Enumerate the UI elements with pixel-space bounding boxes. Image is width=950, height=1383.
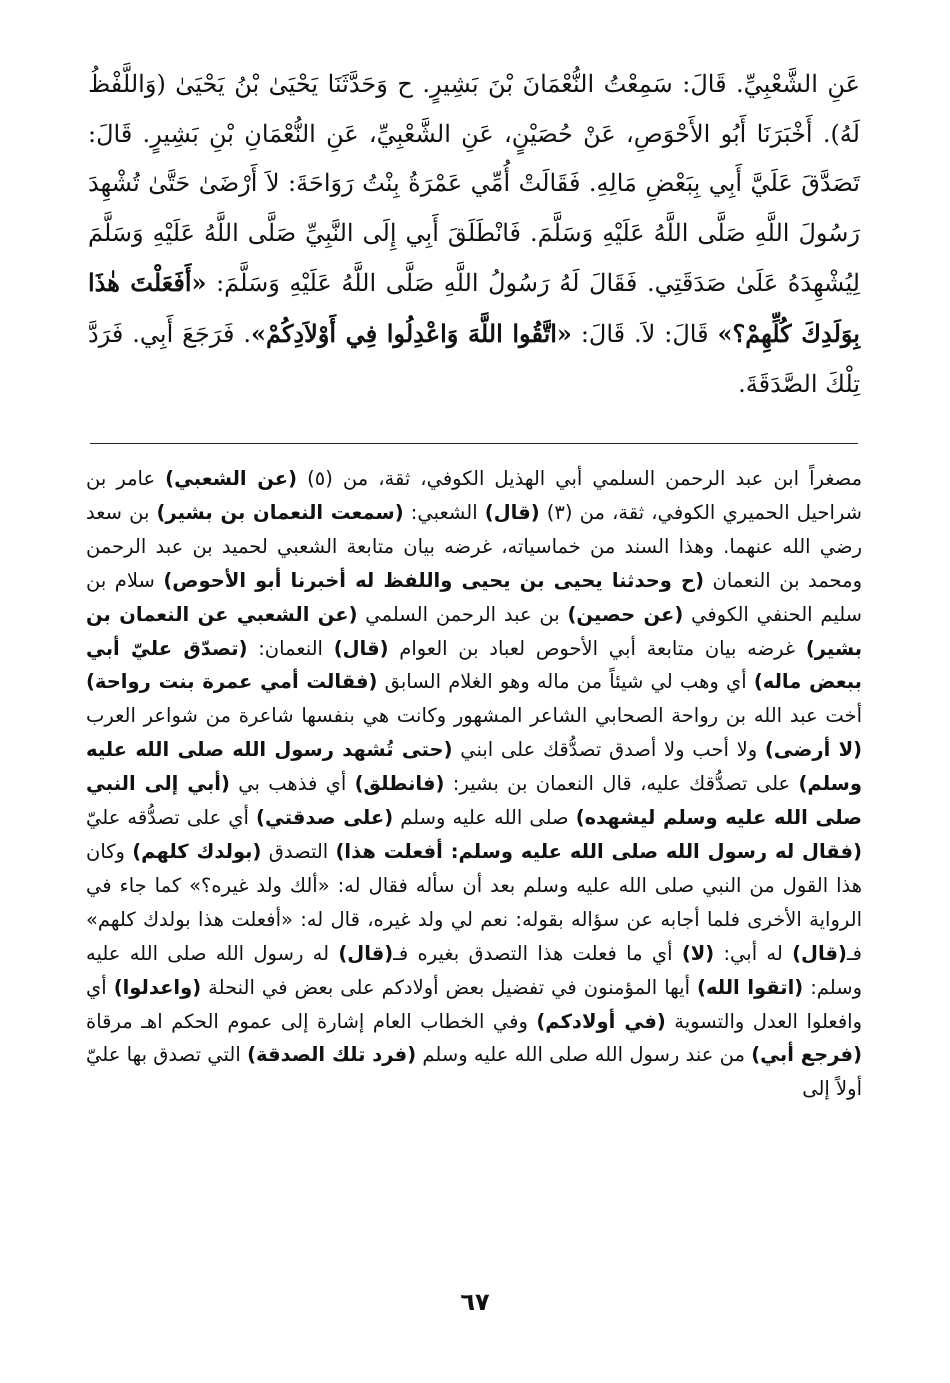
commentary-bold-quote: (فقالت أمي عمرة بنت رواحة): [86, 670, 378, 694]
commentary-text: بن عبد الرحمن السلمي: [357, 602, 568, 626]
commentary-text: غرضه بيان متابعة أبي الأحوص لعباد بن العوام: [388, 636, 806, 660]
commentary-text: التصدق: [261, 839, 336, 863]
commentary-bold-quote: (قال): [792, 941, 847, 965]
commentary-text: من عند رسول الله صلى الله عليه وسلم: [416, 1043, 752, 1067]
commentary-text: بن سعد رضي الله عنهما. وهذا السند من خماسياته، غرضه بيان متابعة الشعبي لحميد بن عبد الرحمن ومحمد بن النعمان: [86, 500, 862, 592]
commentary-text: أي فذهب بي: [229, 772, 355, 796]
commentary-text: صلى الله عليه وسلم: [393, 806, 576, 830]
commentary-bold-quote: (ح وحدثنا يحيى بن يحيى واللفظ له أخبرنا أبو الأحوص): [163, 568, 704, 592]
commentary-bold-quote: (قال): [333, 636, 389, 660]
commentary-text: وكان هذا القول من النبي صلى الله عليه وسلم بعد أن سأله فقال له: «ألك ولد غيره؟» كما جاء في الرواية الأخرى فلما أجابه عن سؤاله بقوله: نعم لي ولد غيره، قال له: «أفعلت هذا بولدك كلهم» فـ: [86, 839, 862, 965]
commentary-text: ولا أحب ولا أصدق تصدُّقك على ابني: [452, 738, 765, 762]
commentary-bold-quote: (قال): [484, 500, 540, 524]
commentary-text: عامر بن شراحيل الحميري الكوفي، ثقة، من (٣): [86, 467, 862, 524]
commentary-bold-quote: (فقال له رسول الله صلى الله عليه وسلم: أفعلت هذا): [335, 839, 862, 863]
commentary-text: وفي الخطاب العام إشارة إلى عموم الحكم اهـ مرقاة: [86, 1009, 537, 1033]
commentary-bold-quote: (واعدلوا): [113, 975, 202, 999]
commentary-bold-quote: (عن الشعبي عن النعمان بن بشير): [86, 602, 863, 660]
commentary-block: [86, 462, 862, 1106]
commentary-bold-quote: (قال): [338, 941, 394, 965]
commentary-bold-quote: (عن الشعبي): [165, 467, 298, 490]
commentary-bold-quote: (فانطلق): [354, 772, 445, 796]
commentary-bold-quote: (سمعت النعمان بن بشير): [156, 500, 404, 524]
commentary-text: أي ما فعلت هذا التصدق بغيره فـ: [393, 941, 682, 965]
commentary-text: له أبي:: [714, 941, 793, 965]
footnote-divider: [90, 443, 858, 444]
hadith-quote-question: «أَفَعَلْتَ هٰذَا بِوَلَدِكَ كُلِّهِمْ؟»: [88, 268, 860, 348]
page-number: ٦٧: [460, 1288, 490, 1316]
commentary-text: التي تصدق بها عليّ أولاً إلى: [86, 1043, 862, 1101]
commentary-text: الشعبي:: [403, 500, 485, 524]
commentary-bold-quote: (لا أرضى): [764, 738, 863, 762]
commentary-text: أي على تصدُّقه عليّ: [86, 806, 257, 830]
commentary-bold-quote: (حتى تُشهد رسول الله صلى الله عليه وسلم): [86, 738, 862, 796]
commentary-bold-quote: (في أولادكم): [536, 1009, 666, 1033]
commentary-text: النعمان:: [247, 636, 334, 660]
commentary-paragraph: [86, 462, 862, 1106]
hadith-text: [88, 60, 860, 409]
commentary-bold-quote: (على صدقتي): [256, 806, 394, 830]
commentary-text: مصغراً ابن عبد الرحمن السلمي أبي الهذيل الكوفي، ثقة، من (٥): [297, 467, 863, 490]
commentary-bold-quote: (أبي إلى النبي صلى الله عليه وسلم ليشهده): [86, 772, 862, 830]
commentary-bold-quote: (لا): [681, 941, 715, 965]
commentary-text: أخت عبد الله بن رواحة الصحابي الشاعر المشهور وكانت هي بنفسها شاعرة من شواعر العرب: [86, 704, 862, 728]
hadith-paragraph: [88, 60, 860, 409]
commentary-text: سلام بن سليم الحنفي الكوفي: [86, 568, 862, 626]
hadith-narration: عَنِ الشَّعْبِيِّ. قَالَ: سَمِعْتُ النُّعْمَانَ بْنَ بَشِيرٍ. ح وَحَدَّثَنَا يَحْيَىٰ بْنُ يَحْيَىٰ (وَاللَّفْظُ لَهُ). أَخْبَرَنَا أَبُو الأَحْوَصِ، عَنْ حُصَيْنٍ، عَنِ الشَّعْبِيِّ، عَنِ النُّعْمَانِ بْنِ بَشِيرٍ. قَالَ: تَصَدَّقَ عَلَيَّ أَبِي بِبَعْضِ مَالِهِ. فَقَالَتْ أُمِّي عَمْرَةُ بِنْتُ رَوَاحَةَ: لاَ أَرْضَىٰ حَتَّىٰ تُشْهِدَ رَسُولَ اللَّهِ صَلَّى اللَّهُ عَلَيْهِ وَسَلَّمَ. فَانْطَلَقَ أَبِي إِلَى النَّبِيِّ صَلَّى اللَّهُ عَلَيْهِ وَسَلَّمَ لِيُشْهِدَهُ عَلَىٰ صَدَقَتِي. فَقَالَ لَهُ رَسُولُ اللَّهِ صَلَّى اللَّهُ عَلَيْهِ وَسَلَّمَ:: [88, 70, 861, 298]
commentary-bold-quote: (فرجع أبي): [751, 1043, 862, 1067]
hadith-quote-command: «اتَّقُوا اللَّهَ وَاعْدِلُوا فِي أَوْلاَدِكُمْ»: [251, 318, 572, 348]
main-hadith-block: [88, 60, 860, 409]
commentary-bold-quote: (بولدك كلهم): [132, 839, 262, 863]
commentary-text: على تصدُّقك عليه، قال النعمان بن بشير:: [444, 772, 799, 796]
commentary-bold-quote: (اتقوا الله): [697, 975, 804, 999]
commentary-text: أي وهب لي شيئاً من ماله وهو الغلام السابق: [377, 670, 754, 694]
commentary-text: أي وافعلوا العدل والتسوية: [86, 975, 862, 1033]
commentary-text: أيها المؤمنون في تفضيل بعض أولادكم على بعض في النحلة: [201, 975, 698, 999]
commentary-bold-quote: (تصدّق عليّ أبي ببعض ماله): [86, 636, 862, 694]
commentary-bold-quote: (عن حصين): [567, 602, 684, 626]
hadith-ending: . فَرَجَعَ أَبِي. فَرَدَّ تِلْكَ الصَّدَقَةَ.: [88, 319, 860, 398]
commentary-bold-quote: (فرد تلك الصدقة): [247, 1043, 417, 1067]
commentary-text: له رسول الله صلى الله عليه وسلم:: [86, 941, 862, 999]
hadith-reply: قَالَ: لاَ. قَالَ:: [571, 319, 718, 348]
